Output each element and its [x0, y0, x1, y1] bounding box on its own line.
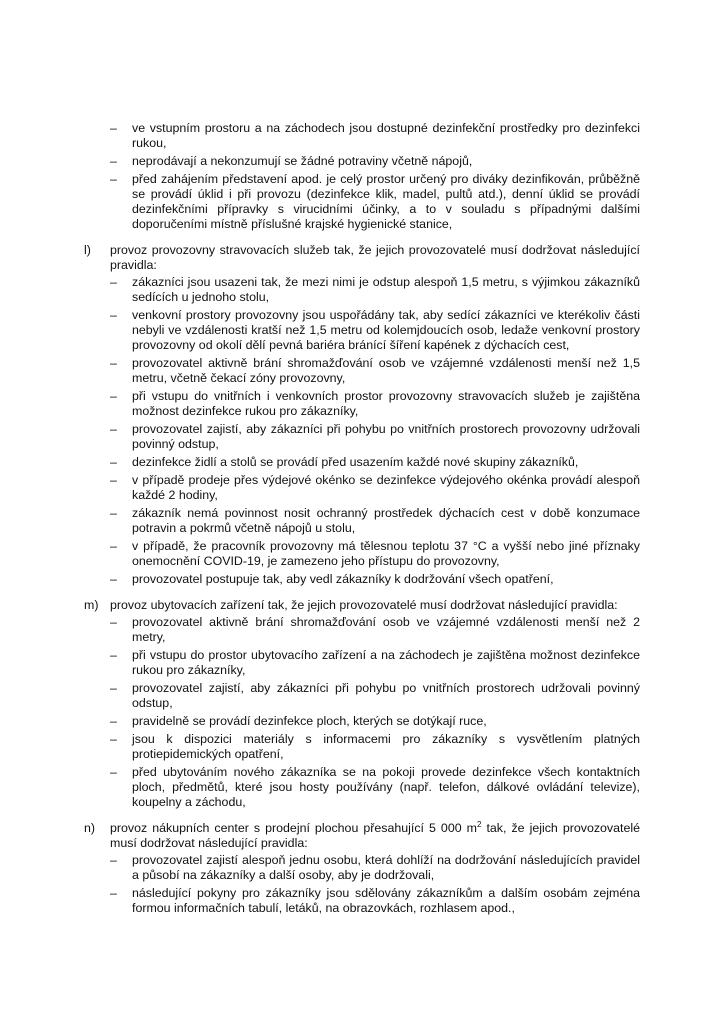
list-item-text: provozovatel aktivně brání shromažďování osob ve vzájemné vzdálenosti menší než 2 metry, — [132, 615, 640, 644]
dash-marker: – — [110, 648, 117, 662]
list-item — [110, 275, 640, 305]
dash-marker: – — [110, 275, 117, 289]
list-item — [110, 886, 640, 916]
list-item-text: provozovatel postupuje tak, aby vedl zákazníky k dodržování všech opatření, — [132, 572, 554, 586]
dash-marker: – — [110, 572, 117, 586]
dash-marker: – — [110, 422, 117, 436]
list-item — [110, 732, 640, 762]
section-letter: n) — [84, 821, 96, 835]
list-item-text: zákazník nemá povinnost nosit ochranný prostředek dýchacích cest v době konzumace potravin a pokrmů včetně nápojů u stolu, — [132, 506, 640, 535]
section-list — [110, 615, 640, 810]
list-item — [110, 473, 640, 503]
dash-marker: – — [110, 172, 117, 186]
dash-marker: – — [110, 506, 117, 520]
list-item — [110, 308, 640, 353]
dash-marker: – — [110, 732, 117, 746]
list-item — [110, 154, 640, 169]
list-item-text: venkovní prostory provozovny jsou uspořádány tak, aby sedící zákazníci ve kterékoliv části nebyli ve vzdálenosti kratší než 1,5 metru od kolemjdoucích osob, ledaže venkovní prostory provozovny od okolí dělí pevná bariéra bránící šíření kapének z dýchacích cest, — [132, 308, 640, 352]
section-heading — [110, 821, 640, 851]
dash-marker: – — [110, 714, 117, 728]
list-item-text: provozovatel zajistí, aby zákazníci při pohybu po vnitřních prostorech udržovali povinný odstup, — [132, 681, 640, 710]
list-item-text: provozovatel zajistí, aby zákazníci při pohybu po vnitřních prostorech provozovny udržovali povinný odstup, — [132, 422, 640, 451]
list-item-text: ve vstupním prostoru a na záchodech jsou dostupné dezinfekční prostředky pro dezinfekci rukou, — [132, 121, 640, 150]
section-heading: provoz ubytovacích zařízení tak, že jejich provozovatelé musí dodržovat následující pravidla: — [110, 598, 618, 612]
superscript: 2 — [476, 819, 482, 829]
section-m — [84, 598, 640, 810]
list-item-text: při vstupu do vnitřních i venkovních prostor provozovny stravovacích služeb je zajištěna možnost dezinfekce rukou pro zákazníky, — [132, 389, 640, 418]
list-item-text: před zahájením představení apod. je celý prostor určený pro diváky dezinfikován, průběžně se provádí úklid i při provozu (dezinfekce klik, madel, pultů atd.), denní úklid se provádí dezinfekčními přípravky s virucidními účinky, a to v souladu s případnými dalšími doporučeními místně příslušné krajské hygienické stanice, — [132, 172, 640, 231]
list-item — [110, 172, 640, 232]
list-item-text: provozovatel zajistí alespoň jednu osobu, která dohlíží na dodržování následujících pravidel a působí na zákazníky a další osoby, aby je dodržovali, — [132, 853, 640, 882]
list-item — [110, 121, 640, 151]
section-heading: provoz provozovny stravovacích služeb tak, že jejich provozovatelé musí dodržovat následující pravidla: — [110, 243, 640, 272]
dash-marker: – — [110, 615, 117, 629]
dash-marker: – — [110, 389, 117, 403]
section-list — [110, 275, 640, 587]
dash-marker: – — [110, 681, 117, 695]
list-item-text: zákazníci jsou usazeni tak, že mezi nimi je odstup alespoň 1,5 metru, s výjimkou zákazníků sedících u jednoho stolu, — [132, 275, 640, 304]
dash-marker: – — [110, 121, 117, 135]
list-item — [110, 572, 640, 587]
list-item — [110, 615, 640, 645]
list-item — [110, 648, 640, 678]
dash-marker: – — [110, 356, 117, 370]
list-item — [110, 765, 640, 810]
list-item — [110, 422, 640, 452]
list-item — [110, 853, 640, 883]
list-item — [110, 356, 640, 386]
list-item-text: pravidelně se provádí dezinfekce ploch, kterých se dotýkají ruce, — [132, 714, 487, 728]
dash-marker: – — [110, 886, 117, 900]
dash-marker: – — [110, 154, 117, 168]
section-list — [110, 853, 640, 916]
list-item — [110, 714, 640, 729]
dash-marker: – — [110, 455, 117, 469]
dash-marker: – — [110, 765, 117, 779]
list-item-text: jsou k dispozici materiály s informacemi pro zákazníky s vysvětlením platných protiepidemických opatření, — [132, 732, 640, 761]
list-item-text: následující pokyny pro zákazníky jsou sdělovány zákazníkům a dalším osobám zejména formou informačních tabulí, letáků, na obrazovkách, rozhlasem apod., — [132, 886, 640, 915]
section-letter: m) — [84, 598, 99, 612]
dash-marker: – — [110, 853, 117, 867]
list-item-text: provozovatel aktivně brání shromažďování osob ve vzájemné vzdálenosti menší než 1,5 metru, včetně čekací zóny provozovny, — [132, 356, 640, 385]
continued-list — [110, 121, 640, 232]
dash-marker: – — [110, 473, 117, 487]
list-item-text: v případě, že pracovník provozovny má tělesnou teplotu 37 °C a vyšší nebo jiné příznaky onemocnění COVID-19, je zamezeno jeho přístupu do provozovny, — [132, 539, 640, 568]
list-item-text: při vstupu do prostor ubytovacího zařízení a na záchodech je zajištěna možnost dezinfekce rukou pro zákazníky, — [132, 648, 640, 677]
section-l — [84, 243, 640, 587]
section-heading-text-end: tak, že jejich provozovatelé musí dodržovat následující pravidla: — [110, 821, 640, 850]
section-letter: l) — [84, 243, 91, 257]
document-body — [84, 121, 640, 919]
list-item — [110, 506, 640, 536]
list-item-text: dezinfekce židlí a stolů se provádí před usazením každé nové skupiny zákazníků, — [132, 455, 579, 469]
list-item — [110, 539, 640, 569]
list-item — [110, 389, 640, 419]
list-item — [110, 455, 640, 470]
dash-marker: – — [110, 308, 117, 322]
list-item-text: v případě prodeje přes výdejové okénko se dezinfekce výdejového okénka provádí alespoň každé 2 hodiny, — [132, 473, 640, 502]
section-n — [84, 821, 640, 916]
list-item-text: neprodávají a nekonzumují se žádné potraviny včetně nápojů, — [132, 154, 473, 168]
dash-marker: – — [110, 539, 117, 553]
list-item — [110, 681, 640, 711]
section-heading-text: provoz nákupních center s prodejní plochou přesahující 5 000 m — [110, 821, 477, 835]
list-item-text: před ubytováním nového zákazníka se na pokoji provede dezinfekce všech kontaktních ploch, předmětů, které jsou hosty používány (např. telefon, dálkové ovládání televize), koupelny a záchodu, — [132, 765, 640, 809]
